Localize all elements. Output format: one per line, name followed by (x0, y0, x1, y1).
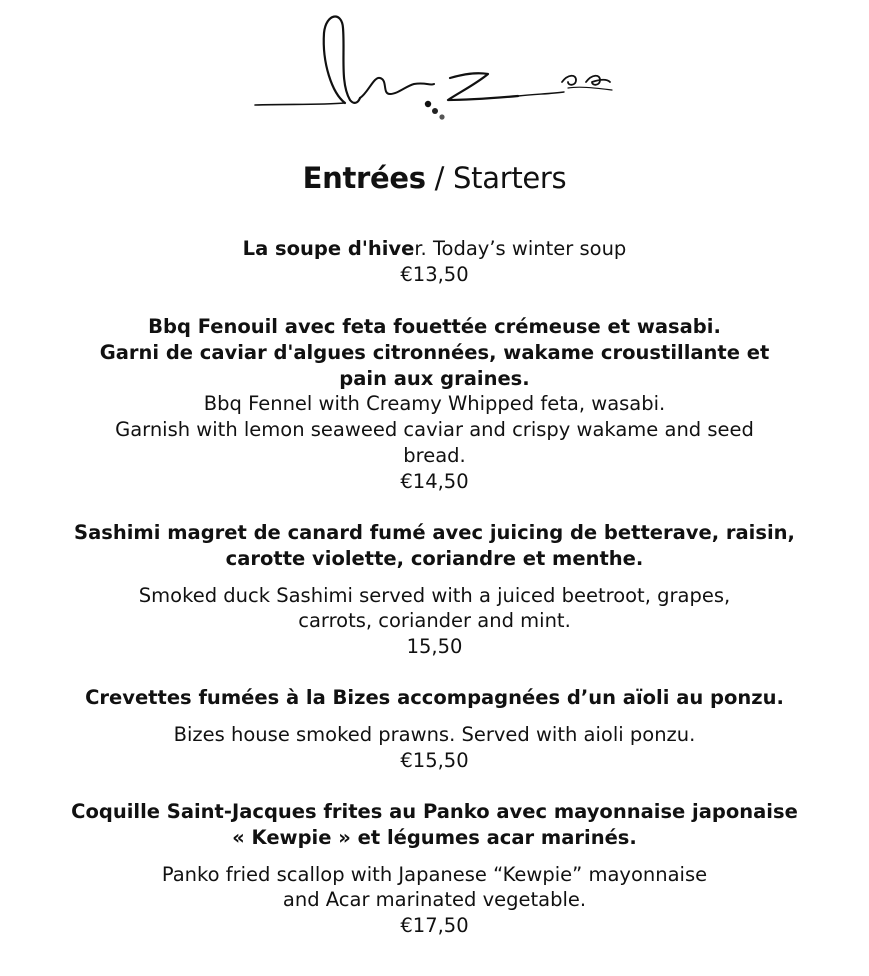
english-line: carrots, coriander and mint. (298, 609, 571, 633)
section-title (0, 158, 869, 198)
menu-item-winter-soup (20, 236, 849, 288)
english-line: Bizes house smoked prawns. Served with aioli ponzu. (173, 722, 696, 746)
item-name-french: La soupe d'hive (242, 237, 415, 260)
menu-item-panko-scallop (20, 799, 849, 939)
item-price: €14,50 (400, 469, 469, 493)
french-line: Crevettes fumées à la Bizes accompagnées d’un aïoli au ponzu. (85, 686, 784, 709)
restaurant-logo (250, 8, 620, 123)
spacer (20, 851, 849, 862)
french-line: Sashimi magret de canard fumé avec juicing de betterave, raisin, (74, 521, 795, 544)
french-line: pain aux graines. (339, 366, 530, 390)
item-name-english: r. Today’s winter soup (414, 237, 627, 260)
title-separator: / (425, 161, 454, 195)
item-price: €15,50 (400, 748, 469, 772)
english-line: and Acar marinated vegetable. (282, 888, 587, 912)
item-price: €17,50 (400, 914, 469, 938)
french-line: « Kewpie » et légumes acar marinés. (232, 825, 637, 849)
english-line: Panko fried scallop with Japanese “Kewpie” mayonnaise (161, 862, 708, 886)
spacer (20, 711, 849, 722)
item-price: 15,50 (406, 635, 463, 659)
english-line: Smoked duck Sashimi served with a juiced beetroot, grapes, (138, 583, 731, 607)
english-line: Bbq Fennel with Creamy Whipped feta, wasabi. (203, 392, 666, 416)
spacer (20, 572, 849, 583)
title-english: Starters (453, 161, 567, 195)
french-line: carotte violette, coriandre et menthe. (225, 546, 644, 570)
french-line: Garni de caviar d'algues citronnées, wakame croustillante et (99, 340, 770, 364)
menu-item-duck-sashimi (20, 520, 849, 660)
menu-item-bbq-fennel (20, 314, 849, 495)
item-description (20, 236, 849, 262)
title-french: Entrées (302, 161, 426, 195)
english-line: Garnish with lemon seaweed caviar and crispy wakame and seed (115, 418, 754, 442)
menu-item-smoked-prawns (20, 685, 849, 773)
item-price: €13,50 (400, 262, 469, 286)
french-line: Coquille Saint-Jacques frites au Panko avec mayonnaise japonaise (71, 800, 798, 823)
french-line: Bbq Fenouil avec feta fouettée crémeuse et wasabi. (148, 315, 721, 338)
english-line: bread. (403, 443, 466, 467)
